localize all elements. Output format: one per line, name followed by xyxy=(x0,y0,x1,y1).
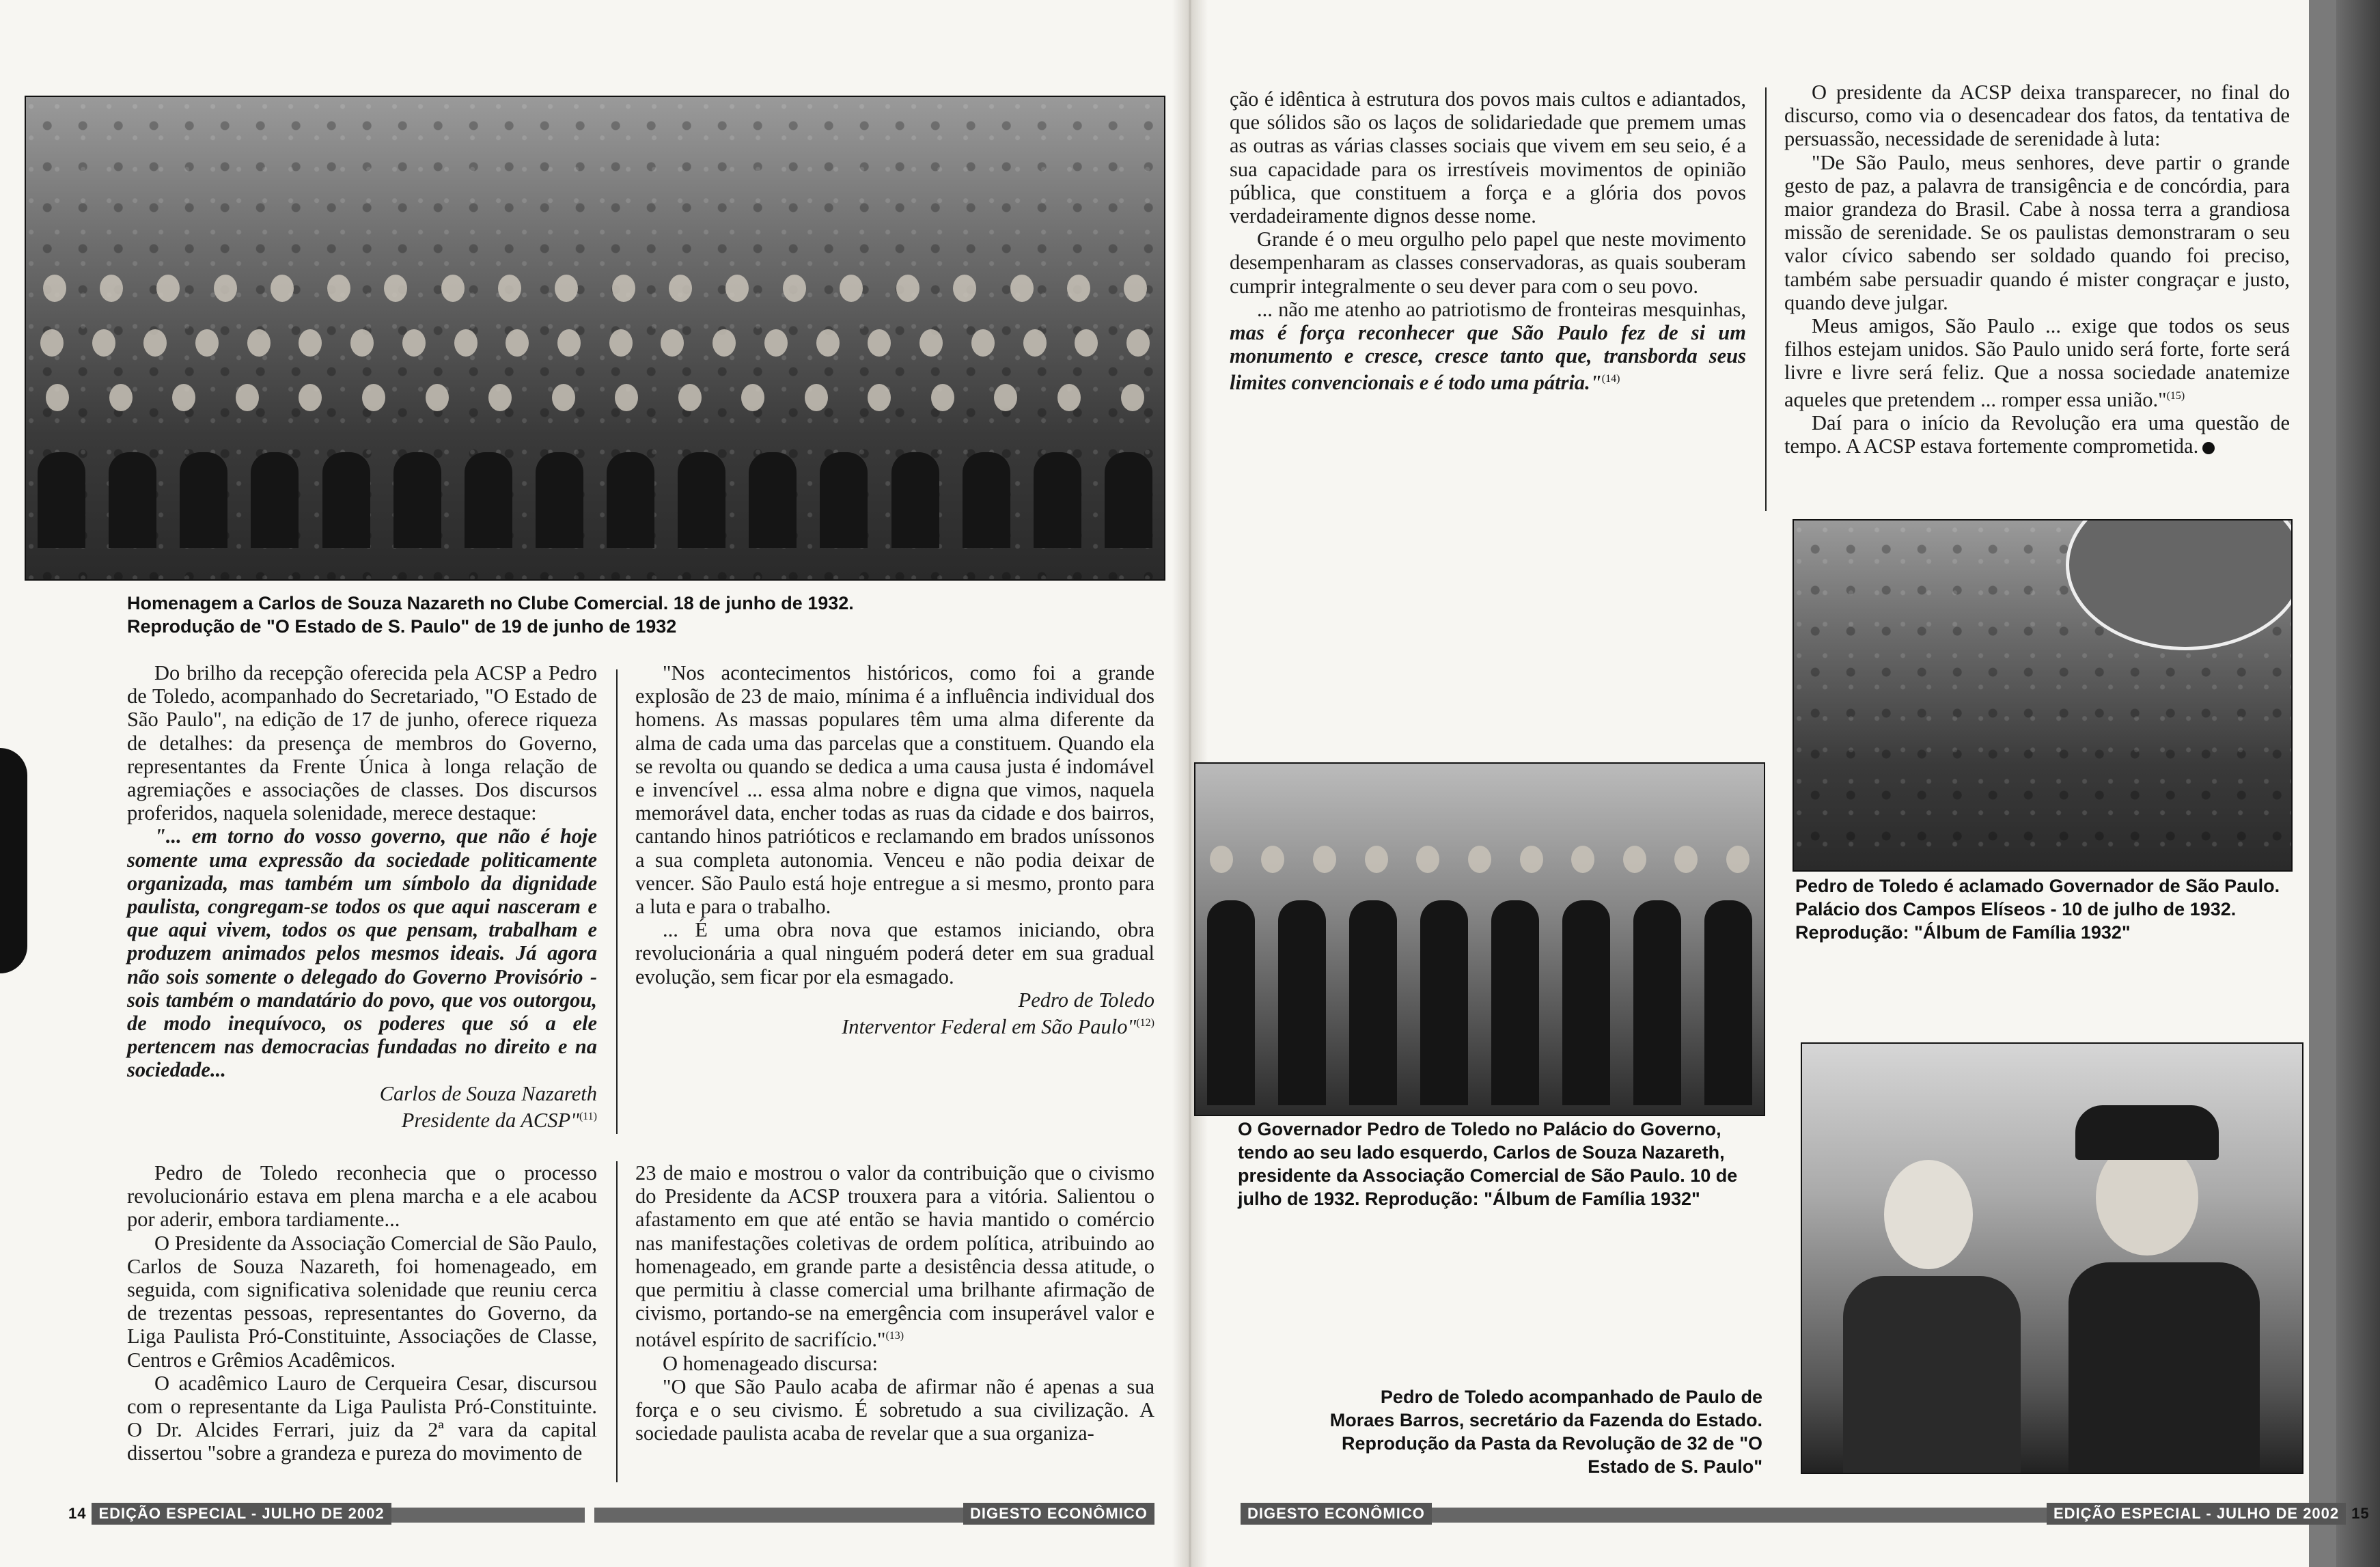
right-col1-top: ção é idêntica à estrutura dos povos mais cultos e adiantados, que sólidos são os laços de solidariedade que premem umas as outras as várias classes sociais que vivem em seu seio, é a sua capacidade para os irrestíveis movimentos de opinião pública, que constituem a força e a glória dos povos verdadeiramente dignos desse nome. Grande é o meu orgulho pelo papel que neste movimento desempenharam as classes conservadoras, as quais souberam cumprir integralmente o seu dever para com o seu povo. ... não me atenho ao patriotismo de fronteiras mesquinhas, mas é força reconhecer que São Paulo fez de si um monumento e cresce, cresce tanto que, transborda seus limites convencionais e é todo uma pátria."$^{(14)}$ xyxy=(1230,87,1746,395)
crowd-photo xyxy=(1793,519,2293,872)
page-number: 14 xyxy=(68,1505,87,1522)
footer-magazine-right xyxy=(1241,1502,1432,1525)
left-col2-bottom: 23 de maio e mostrou o valor da contribuição que o civismo do Presidente da ACSP trouxera para a vitória. Salientou o afastamento em que até então se havia mantido o comércio nas manifestações coletivas de ordem política, atribuindo ao homenageado, em grande parte a desistência dessa atitude, o que permitiu à classe comercial uma brilhante afirmação de civismo, portando-se na emergência com insuperável valor e notável espírito de sacrifício."$^{(13)}$ O homenageado discursa: "O que São Paulo acaba de afirmar não é apenas a sua força e o seu civismo. É sobretudo a sua civilização. A sociedade paulista acaba de revelar que a sua organiza- xyxy=(635,1161,1154,1445)
edition-label: EDIÇÃO ESPECIAL - JULHO DE 2002 xyxy=(2047,1503,2346,1525)
footer-left xyxy=(63,1502,391,1525)
crowd-photo-caption: Pedro de Toledo é aclamado Governador de São Paulo. Palácio dos Campos Elíseos - 10 de julho de 1932. Reprodução: "Álbum de Família 1932" xyxy=(1795,876,2280,943)
page-edge-right xyxy=(2336,0,2380,1567)
footer-bar-left-2 xyxy=(594,1508,963,1523)
footer-magazine-left xyxy=(963,1502,1154,1525)
magazine-label: DIGESTO ECONÔMICO xyxy=(963,1503,1154,1525)
column-rule xyxy=(616,1161,618,1482)
footer-right xyxy=(2047,1502,2375,1525)
group-photo xyxy=(25,96,1165,581)
magazine-label: DIGESTO ECONÔMICO xyxy=(1241,1503,1432,1525)
column-rule xyxy=(1765,87,1767,511)
left-col2-top: "Nos acontecimentos históricos, como foi a grande explosão de 23 de maio, mínima é a influência individual dos homens. As massas populares têm uma alma diferente da alma de cada uma das parcelas que a constituem. Quando ela se revolta ou quando se dedica a uma causa justa é indomável e invencível ... essa alma nobre e digna que vimos, naquela memorável data, encher todas as ruas da cidade e dos bairros, cantando hinos patrióticos e reclamando em brados uníssonos a sua completa autonomia. Venceu e não podia deixar de vencer. São Paulo está hoje entregue a si mesmo, pronto para a luta e para o trabalho. ... É uma obra nova que estamos iniciando, obra revolucionária a qual ninguém poderá deter em sua gradual evolução, sem ficar por ela esmagado. Pedro de Toledo Interventor Federal em São Paulo"$^{(12)}$ xyxy=(635,661,1154,1039)
column-rule xyxy=(616,669,618,1134)
group-photo-caption: Homenagem a Carlos de Souza Nazareth no Clube Comercial. 18 de junho de 1932. Reprodução de "O Estado de S. Paulo" de 19 de junho de 1932 xyxy=(127,593,854,637)
governor-photo-caption: O Governador Pedro de Toledo no Palácio do Governo, tendo ao seu lado esquerdo, Carlos de Souza Nazareth, presidente da Associação Comercial de São Paulo. 10 de julho de 1932. Reprodução: "Álbum de Família 1932" xyxy=(1238,1119,1738,1209)
page-number: 15 xyxy=(2351,1505,2370,1522)
footer-bar-right xyxy=(1420,1508,2048,1523)
page-edge-tab xyxy=(0,748,27,973)
page-edge-right-shade xyxy=(2309,0,2336,1567)
left-col1-bottom: Pedro de Toledo reconhecia que o processo revolucionário estava em plena marcha e a ele acabou por aderir, embora tardiamente... O Presidente da Associação Comercial de São Paulo, Carlos de Souza Nazareth, foi homenageado, em seguida, com significativa solenidade que reuniu cerca de trezentas pessoas, representantes do Governo, da Liga Paulista Pró-Constituinte, Associações de Classe, Centros e Grêmios Acadêmicos. O acadêmico Lauro de Cerqueira Cesar, discursou com o representante da Liga Paulista Pró-Constituinte. O Dr. Alcides Ferrari, juiz da 2ª vara da capital dissertou "sobre a grandeza e pureza do movimento de xyxy=(127,1161,597,1465)
left-col1-top: Do brilho da recepção oferecida pela ACSP a Pedro de Toledo, acompanhado do Secretariado, "O Estado de São Paulo", na edição de 17 de junho, oferece riqueza de detalhes: da presença de membros do Governo, representantes da Frente Única à longa relação de agremiações e associações de classes. Dos discursos proferidos, naquela solenidade, merece destaque: "... em torno do vosso governo, que não é hoje somente uma expressão da sociedade politicamente organizada, mas também um símbolo da dignidade paulista, congregam-se todos os que aqui nasceram e que aqui vivem, todos os que pensam, trabalham e produzem animados pelos mesmos ideais. Já agora não sois somente o delegado do Governo Provisório - sois também o mandatário do povo, que vos outorgou, de modo inequívoco, os poderes que só a ele pertencem nas democracias fundadas no direito e na sociedade... Carlos de Souza Nazareth Presidente da ACSP"$^{(11)}$ xyxy=(127,661,597,1133)
car-photo-caption: Pedro de Toledo acompanhado de Paulo de Moraes Barros, secretário da Fazenda do Estado. Reprodução da Pasta da Revolução de 32 de "O Estado de S. Paulo" xyxy=(1329,1387,1762,1477)
right-col2-top: O presidente da ACSP deixa transparecer, no final do discurso, como via o desencadear dos fatos, da tentativa de persuassão, necessidade de serenidade à luta: "De São Paulo, meus senhores, deve partir o grande gesto de paz, a palavra de transigência e de concórdia, para maior grandeza do Brasil. Cabe à nossa terra a grandiosa missão de serenidade. Se os paulistas demonstraram o seu valor cívico sabendo ser soldado quando foi preciso, também sabe persuadir quando é mister congraçar e justo, quando deve julgar. Meus amigos, São Paulo ... exige que todos os seus filhos estejam unidos. São Paulo unido será forte, forte será livre e livre será feliz. Que a nossa sociedade anatemize aqueles que pretendem ... romper essa união."$^{(15)}$ Daí para o início da Revolução era uma questão de tempo. A ACSP estava fortemente comprometida. xyxy=(1784,81,2290,458)
edition-label: EDIÇÃO ESPECIAL - JULHO DE 2002 xyxy=(92,1503,391,1525)
end-bullet-icon xyxy=(2202,442,2215,454)
governor-photo xyxy=(1194,762,1765,1116)
car-photo xyxy=(1801,1042,2303,1474)
